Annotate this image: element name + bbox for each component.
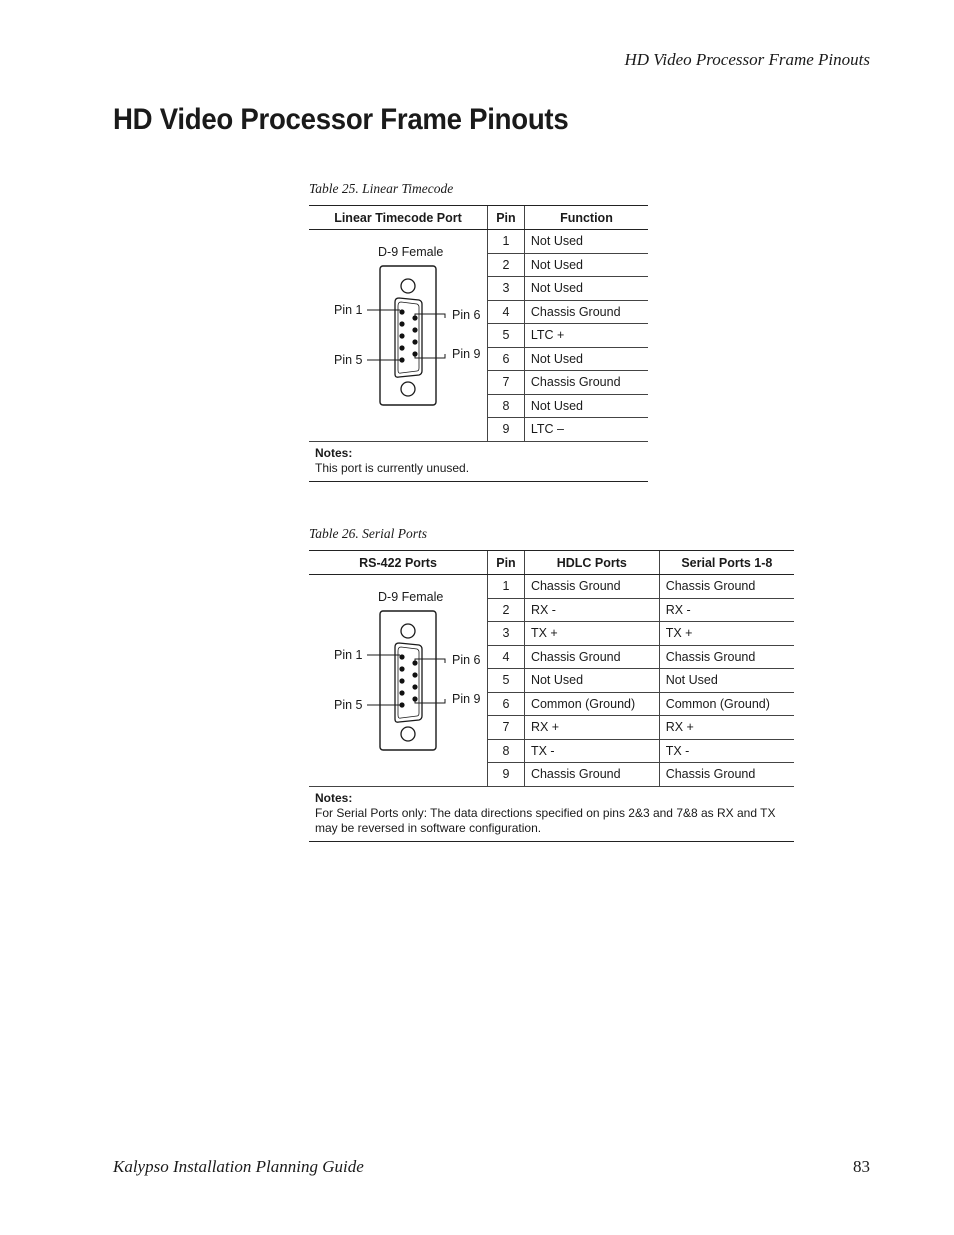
pin-6-contact — [412, 660, 417, 665]
pin-3-contact — [399, 678, 404, 683]
pin-number-cell: 2 — [488, 253, 525, 277]
page-number: 83 — [853, 1157, 870, 1176]
d9-female-connector-diagram — [309, 575, 487, 783]
pin-8-contact — [412, 684, 417, 689]
pin-number-cell: 3 — [488, 277, 525, 301]
serial-port-cell: Not Used — [659, 669, 794, 693]
pin-number-cell: 4 — [488, 645, 525, 669]
pin-1-contact — [399, 309, 404, 314]
connector-type-label: D-9 Female — [378, 245, 444, 259]
mounting-hole-top — [401, 279, 415, 293]
pin-5-label: Pin 5 — [334, 353, 363, 367]
pin-number-cell: 1 — [488, 230, 525, 254]
hdlc-cell: Chassis Ground — [524, 575, 659, 599]
pin-9-leader — [415, 354, 445, 358]
running-head: HD Video Processor Frame Pinouts — [624, 50, 870, 69]
pin-number-cell: 9 — [488, 418, 525, 442]
pin-2-contact — [399, 666, 404, 671]
pin-4-contact — [399, 690, 404, 695]
serial-port-cell: Chassis Ground — [659, 575, 794, 599]
function-cell: Chassis Ground — [524, 300, 648, 324]
hdlc-cell: RX + — [524, 716, 659, 740]
hdlc-cell: Common (Ground) — [524, 692, 659, 716]
column-header-serial: Serial Ports 1-8 — [659, 551, 794, 575]
function-cell: LTC + — [524, 324, 648, 348]
connector-cell — [309, 230, 488, 442]
pin-1-label: Pin 1 — [334, 303, 363, 317]
table-26-serial-ports — [309, 550, 794, 842]
column-header-pin: Pin — [488, 206, 525, 230]
hdlc-cell: RX - — [524, 598, 659, 622]
pin-number-cell: 6 — [488, 692, 525, 716]
mounting-hole-bottom — [401, 382, 415, 396]
table-row — [309, 230, 648, 254]
pin-4-contact — [399, 345, 404, 350]
pin-1-label: Pin 1 — [334, 648, 363, 662]
table-26-notes — [309, 786, 794, 841]
function-cell: Chassis Ground — [524, 371, 648, 395]
function-cell: Not Used — [524, 277, 648, 301]
pin-number-cell: 3 — [488, 622, 525, 646]
pin-6-leader — [415, 659, 445, 663]
pin-number-cell: 2 — [488, 598, 525, 622]
table-25-caption: Table 25. Linear Timecode — [309, 181, 454, 196]
page-title: HD Video Processor Frame Pinouts — [113, 103, 569, 136]
function-cell: Not Used — [524, 347, 648, 371]
table-25-notes — [309, 441, 648, 481]
mounting-hole-top — [401, 624, 415, 638]
column-header-rs422: RS-422 Ports — [309, 551, 488, 575]
serial-port-cell: RX + — [659, 716, 794, 740]
pin-3-contact — [399, 333, 404, 338]
notes-text: This port is currently unused. — [315, 460, 470, 475]
pin-6-leader — [415, 314, 445, 318]
hdlc-cell: Chassis Ground — [524, 763, 659, 787]
pin-number-cell: 1 — [488, 575, 525, 599]
notes-text: For Serial Ports only: The data directions specified on pins 2&3 and 7&8 as RX and TX may be reversed in software configuration. — [315, 805, 776, 835]
table-25-linear-timecode — [309, 205, 648, 482]
pin-number-cell: 8 — [488, 394, 525, 418]
hdlc-cell: Not Used — [524, 669, 659, 693]
footer-guide-title: Kalypso Installation Planning Guide — [113, 1157, 364, 1176]
pin-9-label: Pin 9 — [452, 692, 481, 706]
serial-port-cell: RX - — [659, 598, 794, 622]
serial-port-cell: Common (Ground) — [659, 692, 794, 716]
mounting-hole-bottom — [401, 727, 415, 741]
pin-number-cell: 8 — [488, 739, 525, 763]
pin-2-contact — [399, 321, 404, 326]
connector-cell — [309, 575, 488, 787]
pin-5-contact — [399, 702, 404, 707]
hdlc-cell: TX - — [524, 739, 659, 763]
serial-port-cell: TX - — [659, 739, 794, 763]
pin-number-cell: 7 — [488, 371, 525, 395]
pin-9-leader — [415, 699, 445, 703]
pin-number-cell: 4 — [488, 300, 525, 324]
pin-5-contact — [399, 357, 404, 362]
notes-title: Notes: — [315, 790, 353, 805]
pin-6-label: Pin 6 — [452, 653, 481, 667]
table-26-caption: Table 26. Serial Ports — [309, 526, 428, 541]
pin-number-cell: 9 — [488, 763, 525, 787]
notes-title: Notes: — [315, 445, 353, 460]
serial-port-cell: Chassis Ground — [659, 645, 794, 669]
pin-number-cell: 5 — [488, 324, 525, 348]
pin-5-label: Pin 5 — [334, 698, 363, 712]
pin-8-contact — [412, 339, 417, 344]
connector-shell — [380, 266, 436, 405]
function-cell: Not Used — [524, 253, 648, 277]
function-cell: LTC – — [524, 418, 648, 442]
connector-type-label: D-9 Female — [378, 590, 444, 604]
column-header-pin: Pin — [488, 551, 525, 575]
pin-6-contact — [412, 315, 417, 320]
pin-number-cell: 5 — [488, 669, 525, 693]
hdlc-cell: TX + — [524, 622, 659, 646]
hdlc-cell: Chassis Ground — [524, 645, 659, 669]
column-header-port: Linear Timecode Port — [309, 206, 488, 230]
pin-number-cell: 7 — [488, 716, 525, 740]
table-row — [309, 575, 794, 599]
serial-port-cell: Chassis Ground — [659, 763, 794, 787]
pin-number-cell: 6 — [488, 347, 525, 371]
pin-7-contact — [412, 672, 417, 677]
column-header-function: Function — [524, 206, 648, 230]
function-cell: Not Used — [524, 394, 648, 418]
pin-9-contact — [412, 351, 417, 356]
column-header-hdlc: HDLC Ports — [524, 551, 659, 575]
serial-port-cell: TX + — [659, 622, 794, 646]
pin-1-contact — [399, 654, 404, 659]
pin-7-contact — [412, 327, 417, 332]
d9-female-connector-diagram — [309, 230, 487, 438]
connector-shell — [380, 611, 436, 750]
pin-9-contact — [412, 696, 417, 701]
pin-9-label: Pin 9 — [452, 347, 481, 361]
pin-6-label: Pin 6 — [452, 308, 481, 322]
function-cell: Not Used — [524, 230, 648, 254]
